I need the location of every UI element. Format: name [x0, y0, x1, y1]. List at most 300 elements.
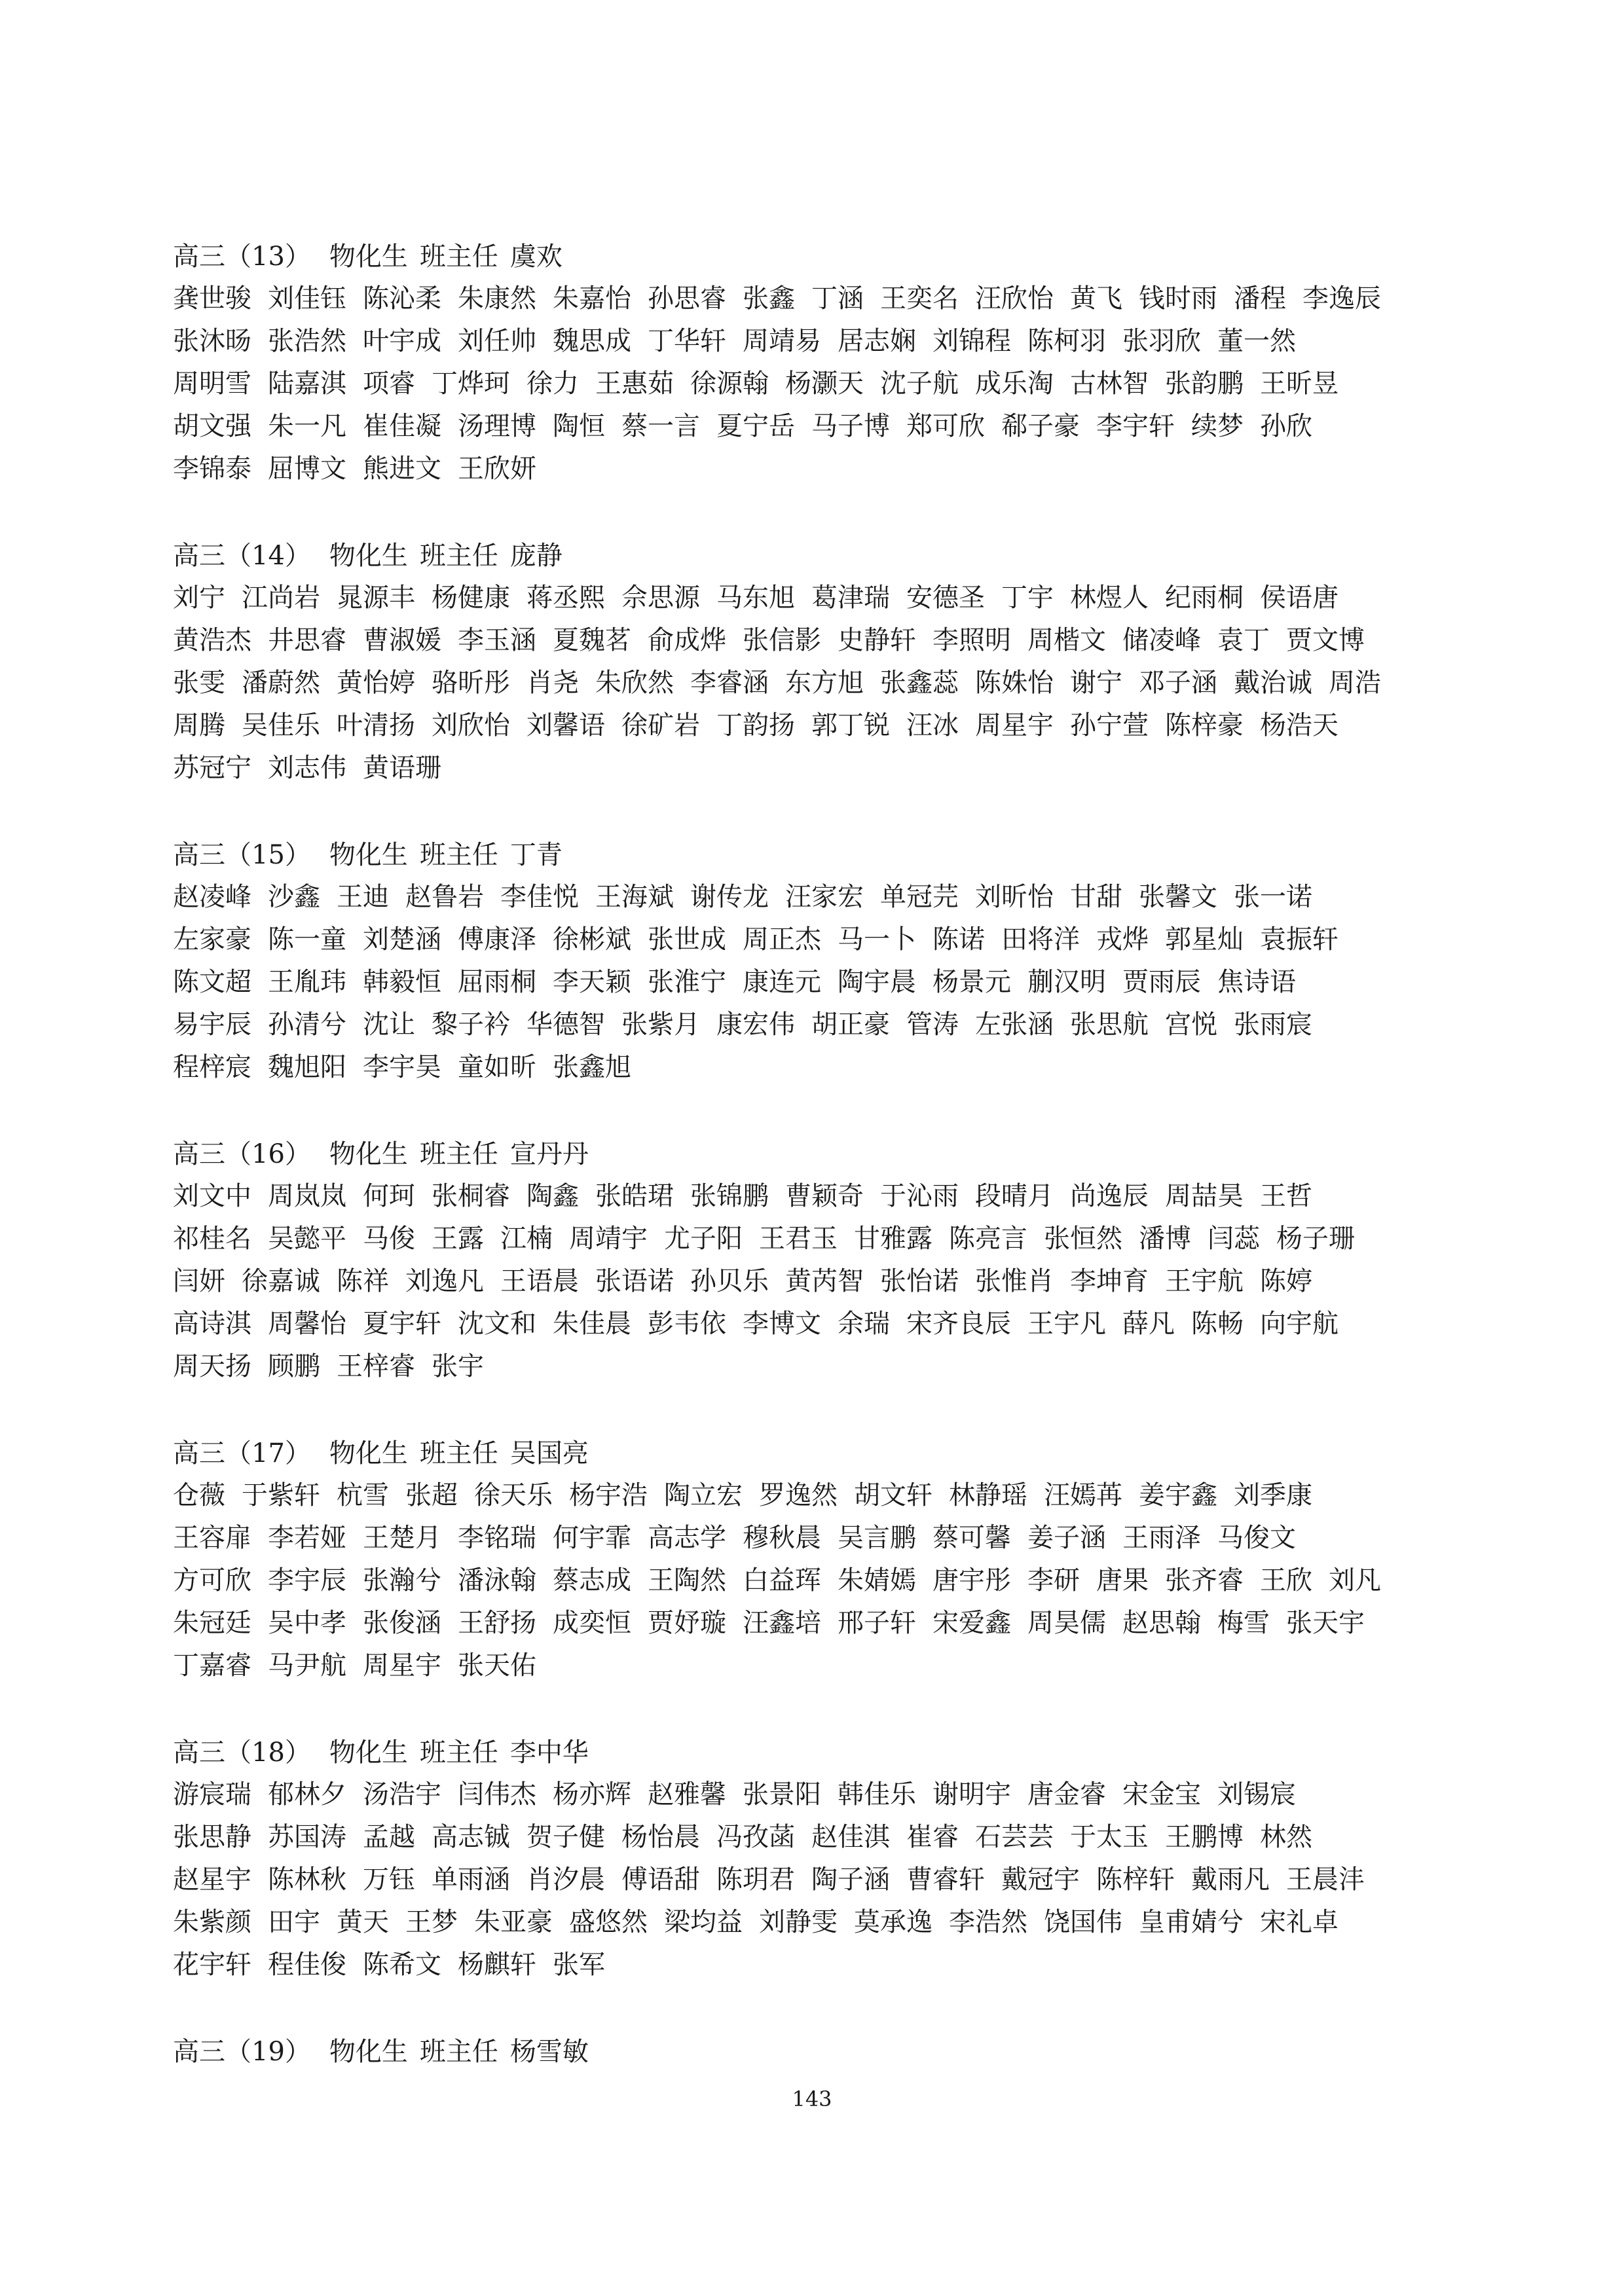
student-name: 陈玥君	[716, 1865, 795, 1895]
student-name: 张齐睿	[1165, 1565, 1244, 1595]
student-name: 储凌峰	[1122, 625, 1201, 655]
student-name: 贺子健	[526, 1822, 605, 1852]
student-name: 朱紫颜	[173, 1907, 251, 1937]
student-name: 刘凡	[1329, 1565, 1381, 1595]
student-name-row	[173, 1345, 1483, 1388]
student-name: 孟越	[363, 1822, 415, 1852]
student-name: 贾文博	[1286, 625, 1365, 655]
student-name: 杨亦辉	[553, 1779, 631, 1810]
student-name: 吴中孝	[268, 1608, 346, 1638]
student-name: 佘思源	[621, 583, 700, 613]
student-name: 孙欣	[1260, 411, 1312, 441]
student-name-row	[173, 405, 1483, 448]
student-name: 张语诺	[595, 1266, 674, 1296]
student-name: 陆嘉淇	[268, 369, 346, 399]
student-name: 安德圣	[906, 583, 985, 613]
student-name: 童如昕	[458, 1052, 536, 1082]
student-name: 汤理博	[458, 411, 536, 441]
student-name: 李坤育	[1070, 1266, 1149, 1296]
student-name: 杨景元	[932, 967, 1011, 997]
student-name: 方可欣	[173, 1565, 251, 1595]
student-name: 黄芮智	[785, 1266, 864, 1296]
student-name: 张皓珺	[595, 1181, 674, 1211]
student-name: 王语晨	[500, 1266, 579, 1296]
student-name: 黎子衿	[432, 1010, 510, 1040]
student-name: 董一然	[1217, 326, 1296, 356]
student-name: 张怡诺	[880, 1266, 959, 1296]
student-name: 王迪	[337, 882, 389, 912]
student-name: 顾鹏	[268, 1351, 320, 1381]
student-name: 李玉涵	[458, 625, 536, 655]
student-name: 张沐旸	[173, 326, 251, 356]
student-name: 徐彬斌	[553, 924, 631, 955]
student-name: 马一卜	[838, 924, 916, 955]
student-name: 左张涵	[975, 1010, 1054, 1040]
student-name: 古林智	[1070, 369, 1149, 399]
student-name: 夏宇轩	[363, 1309, 441, 1339]
student-name: 杨麒轩	[458, 1950, 536, 1980]
student-name: 吴懿平	[268, 1224, 346, 1254]
student-name: 李浩然	[949, 1907, 1027, 1937]
student-name: 沈子航	[880, 369, 959, 399]
student-name: 陈林秋	[268, 1865, 346, 1895]
student-name-row	[173, 1816, 1483, 1859]
student-name: 姜宇鑫	[1139, 1480, 1217, 1510]
student-name: 陈沁柔	[363, 283, 441, 314]
class-teacher-role: 班主任	[419, 1438, 498, 1468]
student-name: 华德智	[526, 1010, 605, 1040]
student-name: 孙思睿	[648, 283, 726, 314]
student-name: 白益珲	[743, 1565, 821, 1595]
student-name: 张雨宸	[1234, 1010, 1312, 1040]
student-name: 王欣妍	[458, 454, 536, 484]
student-name: 陈畅	[1191, 1309, 1244, 1339]
student-name: 王惠茹	[595, 369, 674, 399]
student-name: 赵星宇	[173, 1865, 251, 1895]
student-name: 郭丁锐	[811, 710, 890, 740]
student-name: 皇甫婧兮	[1139, 1907, 1244, 1937]
student-name: 马子博	[811, 411, 890, 441]
class-teacher-name: 丁青	[509, 840, 563, 870]
student-name-row	[173, 320, 1483, 363]
student-name: 丁华轩	[648, 326, 726, 356]
class-grade: 高三（19）	[173, 2037, 311, 2067]
student-name: 杨灏天	[785, 369, 864, 399]
student-name: 于紫轩	[242, 1480, 320, 1510]
student-name: 汪鑫培	[743, 1608, 821, 1638]
student-name: 夏宁岳	[716, 411, 795, 441]
class-grade: 高三（18）	[173, 1738, 311, 1768]
student-name: 左家豪	[173, 924, 251, 955]
student-name: 井思睿	[268, 625, 346, 655]
student-name: 闫伟杰	[458, 1779, 536, 1810]
student-name: 周浩	[1329, 668, 1381, 698]
student-name: 王昕昱	[1260, 369, 1338, 399]
student-name: 沈文和	[458, 1309, 536, 1339]
student-name-row	[173, 1944, 1483, 1986]
student-name: 屈雨桐	[458, 967, 536, 997]
student-name: 彭韦依	[648, 1309, 726, 1339]
student-name: 高志铖	[432, 1822, 510, 1852]
student-name: 蒯汉明	[1027, 967, 1106, 997]
student-name: 刘逸凡	[405, 1266, 484, 1296]
student-name: 王晨沣	[1286, 1865, 1365, 1895]
student-name: 江楠	[500, 1224, 553, 1254]
student-name: 马东旭	[716, 583, 795, 613]
class-teacher-name: 宣丹丹	[509, 1139, 589, 1169]
student-name: 朱一凡	[268, 411, 346, 441]
student-name: 陈梓轩	[1096, 1865, 1175, 1895]
student-name: 夏魏茗	[553, 625, 631, 655]
student-name: 唐果	[1096, 1565, 1149, 1595]
student-name: 张宇	[432, 1351, 484, 1381]
class-heading	[173, 1732, 1483, 1774]
student-name-row	[173, 1218, 1483, 1260]
student-name: 张景阳	[743, 1779, 821, 1810]
student-name: 黄浩杰	[173, 625, 251, 655]
student-name: 蔡一言	[621, 411, 700, 441]
student-name: 黄语珊	[363, 753, 441, 783]
student-name: 徐矿岩	[621, 710, 700, 740]
student-name: 莫承逸	[854, 1907, 932, 1937]
student-name: 刘志伟	[268, 753, 346, 783]
student-name: 曹睿轩	[906, 1865, 985, 1895]
student-name: 黄天	[337, 1907, 389, 1937]
student-name: 李佳悦	[500, 882, 579, 912]
student-name: 高志学	[648, 1523, 726, 1553]
class-teacher-role: 班主任	[419, 840, 498, 870]
student-name: 游宸瑞	[173, 1779, 251, 1810]
student-name: 陈希文	[363, 1950, 441, 1980]
student-name: 王宇凡	[1027, 1309, 1106, 1339]
student-name: 蔡志成	[553, 1565, 631, 1595]
student-name-list	[173, 1175, 1483, 1388]
student-name: 韩毅恒	[363, 967, 441, 997]
student-name-row	[173, 1602, 1483, 1645]
student-name: 郭星灿	[1165, 924, 1244, 955]
student-name: 马俊文	[1217, 1523, 1296, 1553]
student-name: 陶子涵	[811, 1865, 890, 1895]
student-name: 韩佳乐	[838, 1779, 916, 1810]
student-name: 张世成	[648, 924, 726, 955]
class-roster-page	[173, 236, 1483, 2117]
student-name: 宋齐良辰	[906, 1309, 1011, 1339]
student-name: 闫蕊	[1208, 1224, 1260, 1254]
class-heading	[173, 535, 1483, 577]
student-name: 胡正豪	[811, 1010, 890, 1040]
student-name: 汤浩宇	[363, 1779, 441, 1810]
class-teacher-name: 虞欢	[509, 242, 563, 272]
student-name: 姜子涵	[1027, 1523, 1106, 1553]
student-name: 骆昕彤	[432, 668, 510, 698]
student-name-row	[173, 1559, 1483, 1602]
student-name: 曹颖奇	[785, 1181, 864, 1211]
student-name: 赵佳淇	[811, 1822, 890, 1852]
student-name: 于太玉	[1070, 1822, 1149, 1852]
student-name: 张羽欣	[1122, 326, 1201, 356]
student-name: 李宇辰	[268, 1565, 346, 1595]
class-track: 物化生	[329, 1738, 408, 1768]
student-name: 陶鑫	[526, 1181, 579, 1211]
class-section	[173, 2031, 1483, 2073]
class-grade: 高三（15）	[173, 840, 311, 870]
student-name: 林然	[1260, 1822, 1312, 1852]
student-name: 周天扬	[173, 1351, 251, 1381]
student-name: 徐嘉诚	[242, 1266, 320, 1296]
student-name: 陈一童	[268, 924, 346, 955]
student-name: 汪嫣苒	[1044, 1480, 1122, 1510]
student-name: 陶立宏	[664, 1480, 743, 1510]
student-name: 李若娅	[268, 1523, 346, 1553]
student-name: 朱亚豪	[474, 1907, 553, 1937]
student-name: 苏国涛	[268, 1822, 346, 1852]
student-name: 居志娴	[838, 326, 916, 356]
student-name: 高诗淇	[173, 1309, 251, 1339]
student-name: 冯孜菡	[716, 1822, 795, 1852]
student-name: 余瑞	[838, 1309, 890, 1339]
student-name: 饶国伟	[1044, 1907, 1122, 1937]
student-name: 赵思翰	[1122, 1608, 1201, 1638]
student-name: 孙清兮	[268, 1010, 346, 1040]
student-name: 成奕恒	[553, 1608, 631, 1638]
student-name: 宋金宝	[1122, 1779, 1201, 1810]
student-name: 石芸芸	[975, 1822, 1054, 1852]
student-name: 梅雪	[1217, 1608, 1270, 1638]
student-name: 吴佳乐	[242, 710, 320, 740]
student-name: 周喆昊	[1165, 1181, 1244, 1211]
student-name: 宫悦	[1165, 1010, 1217, 1040]
student-name: 侯语唐	[1260, 583, 1338, 613]
student-name: 张俊涵	[363, 1608, 441, 1638]
student-name: 田宇	[268, 1907, 320, 1937]
class-heading	[173, 834, 1483, 876]
student-name: 王楚月	[363, 1523, 441, 1553]
student-name: 杨怡晨	[621, 1822, 700, 1852]
student-name: 张天宇	[1286, 1608, 1365, 1638]
class-grade: 高三（17）	[173, 1438, 311, 1468]
class-heading	[173, 1432, 1483, 1474]
student-name: 林静瑶	[949, 1480, 1027, 1510]
student-name: 郑可欣	[906, 411, 985, 441]
class-section	[173, 236, 1483, 490]
student-name: 马尹航	[268, 1650, 346, 1681]
student-name: 陈文超	[173, 967, 251, 997]
student-name: 孙贝乐	[690, 1266, 769, 1296]
student-name: 宋礼卓	[1260, 1907, 1338, 1937]
student-name: 杨浩天	[1260, 710, 1338, 740]
student-name: 周靖易	[743, 326, 821, 356]
student-name: 梁均益	[664, 1907, 743, 1937]
student-name: 刘锦程	[932, 326, 1011, 356]
student-name: 易宇辰	[173, 1010, 251, 1040]
student-name: 陶恒	[553, 411, 605, 441]
student-name: 熊进文	[363, 454, 441, 484]
student-name-row	[173, 1046, 1483, 1089]
student-name: 郗子豪	[1001, 411, 1080, 441]
student-name: 赵雅馨	[648, 1779, 726, 1810]
student-name: 张一诺	[1234, 882, 1312, 912]
student-name: 刘季康	[1234, 1480, 1312, 1510]
student-name: 潘泳翰	[458, 1565, 536, 1595]
student-name: 张恒然	[1044, 1224, 1122, 1254]
student-name: 谢明宇	[932, 1779, 1011, 1810]
student-name: 李宇轩	[1096, 411, 1175, 441]
student-name: 钱时雨	[1139, 283, 1217, 314]
student-name: 田将洋	[1001, 924, 1080, 955]
student-name: 张天佑	[458, 1650, 536, 1681]
student-name: 龚世骏	[173, 283, 251, 314]
class-heading	[173, 2031, 1483, 2073]
student-name: 肖尧	[526, 668, 579, 698]
student-name: 焦诗语	[1217, 967, 1296, 997]
student-name: 周正杰	[743, 924, 821, 955]
student-name: 刘昕怡	[975, 882, 1054, 912]
student-name: 续梦	[1191, 411, 1244, 441]
student-name: 王容扉	[173, 1523, 251, 1553]
student-name-row	[173, 662, 1483, 704]
student-name: 葛津瑞	[811, 583, 890, 613]
student-name: 东方旭	[785, 668, 864, 698]
student-name: 王陶然	[648, 1565, 726, 1595]
class-teacher-role: 班主任	[419, 242, 498, 272]
student-name: 刘静雯	[759, 1907, 838, 1937]
student-name: 王宇航	[1165, 1266, 1244, 1296]
student-name: 穆秋晨	[743, 1523, 821, 1553]
class-track: 物化生	[329, 1438, 408, 1468]
class-teacher-name: 李中华	[509, 1738, 589, 1768]
student-name: 张思静	[173, 1822, 251, 1852]
student-name: 甘甜	[1070, 882, 1122, 912]
student-name: 陶宇晨	[838, 967, 916, 997]
student-name-row	[173, 961, 1483, 1004]
student-name: 尚逸辰	[1070, 1181, 1149, 1211]
student-name-list	[173, 278, 1483, 490]
class-heading	[173, 1133, 1483, 1175]
student-name: 李逸辰	[1302, 283, 1381, 314]
student-name: 叶清扬	[337, 710, 415, 740]
student-name: 徐天乐	[474, 1480, 553, 1510]
student-name: 徐源翰	[690, 369, 769, 399]
student-name: 屈博文	[268, 454, 346, 484]
student-name-row	[173, 448, 1483, 490]
student-name: 陈亮言	[949, 1224, 1027, 1254]
student-name: 张雯	[173, 668, 225, 698]
student-name: 马俊	[363, 1224, 415, 1254]
student-name: 朱嘉怡	[553, 283, 631, 314]
student-name: 江尚岩	[242, 583, 320, 613]
student-name: 黄怡婷	[337, 668, 415, 698]
student-name: 张思航	[1070, 1010, 1149, 1040]
class-track: 物化生	[329, 840, 408, 870]
student-name: 盛悠然	[569, 1907, 648, 1937]
page-number: 143	[792, 2086, 832, 2111]
student-name-row	[173, 1175, 1483, 1218]
student-name: 贾妤璇	[648, 1608, 726, 1638]
student-name: 周星宇	[975, 710, 1054, 740]
student-name: 程梓宸	[173, 1052, 251, 1082]
student-name: 贾雨辰	[1122, 967, 1201, 997]
student-name: 刘文中	[173, 1181, 251, 1211]
student-name: 刘任帅	[458, 326, 536, 356]
class-heading	[173, 236, 1483, 278]
student-name: 丁宇	[1001, 583, 1054, 613]
class-teacher-name: 吴国亮	[509, 1438, 589, 1468]
student-name-row	[173, 1774, 1483, 1816]
student-name: 晁源丰	[337, 583, 415, 613]
student-name: 万钰	[363, 1865, 415, 1895]
student-name: 周靖宇	[569, 1224, 648, 1254]
student-name: 朱欣然	[595, 668, 674, 698]
student-name-row	[173, 919, 1483, 961]
student-name: 康连元	[743, 967, 821, 997]
class-grade: 高三（13）	[173, 242, 311, 272]
student-name: 陈婷	[1260, 1266, 1312, 1296]
student-name: 黄飞	[1070, 283, 1122, 314]
student-name: 王雨泽	[1122, 1523, 1201, 1553]
student-name: 崔睿	[906, 1822, 959, 1852]
student-name: 魏思成	[553, 326, 631, 356]
student-name: 刘佳钰	[268, 283, 346, 314]
student-name: 张军	[553, 1950, 605, 1980]
student-name: 朱佳晨	[553, 1309, 631, 1339]
student-name: 周昊儒	[1027, 1608, 1106, 1638]
student-name: 林煜人	[1070, 583, 1149, 613]
student-name: 汪家宏	[785, 882, 864, 912]
student-name: 闫妍	[173, 1266, 225, 1296]
student-name: 潘程	[1234, 283, 1286, 314]
student-name: 甘雅露	[854, 1224, 932, 1254]
student-name: 陈梓豪	[1165, 710, 1244, 740]
student-name: 张紫月	[621, 1010, 700, 1040]
student-name: 周岚岚	[268, 1181, 346, 1211]
student-name: 王欣	[1260, 1565, 1312, 1595]
student-name: 俞成烨	[648, 625, 726, 655]
student-name: 薛凡	[1122, 1309, 1175, 1339]
student-name: 戎烨	[1096, 924, 1149, 955]
student-name: 丁嘉睿	[173, 1650, 251, 1681]
student-name: 周星宇	[363, 1650, 441, 1681]
student-name: 戴治诚	[1234, 668, 1312, 698]
student-name: 苏冠宁	[173, 753, 251, 783]
class-track: 物化生	[329, 242, 408, 272]
student-name: 陈柯羽	[1027, 326, 1106, 356]
student-name: 陈祥	[337, 1266, 389, 1296]
student-name: 宋爱鑫	[932, 1608, 1011, 1638]
student-name-row	[173, 1517, 1483, 1559]
student-name: 花宇轩	[173, 1950, 251, 1980]
student-name: 周馨怡	[268, 1309, 346, 1339]
student-name: 戴雨凡	[1191, 1865, 1270, 1895]
student-name: 杨宇浩	[569, 1480, 648, 1510]
class-teacher-name: 杨雪敏	[509, 2037, 589, 2067]
class-section	[173, 1732, 1483, 1986]
student-name: 叶宇成	[363, 326, 441, 356]
student-name: 丁韵扬	[716, 710, 795, 740]
student-name: 袁丁	[1217, 625, 1270, 655]
student-name: 王鹏博	[1165, 1822, 1244, 1852]
student-name: 王海斌	[595, 882, 674, 912]
student-name: 纪雨桐	[1165, 583, 1244, 613]
student-name: 祁桂名	[173, 1224, 251, 1254]
student-name: 李锦泰	[173, 454, 251, 484]
student-name: 谢宁	[1070, 668, 1122, 698]
student-name: 王君玉	[759, 1224, 838, 1254]
student-name: 康宏伟	[716, 1010, 795, 1040]
student-name: 成乐淘	[975, 369, 1054, 399]
student-name: 王哲	[1260, 1181, 1312, 1211]
student-name-row	[173, 577, 1483, 619]
student-name: 徐力	[526, 369, 579, 399]
